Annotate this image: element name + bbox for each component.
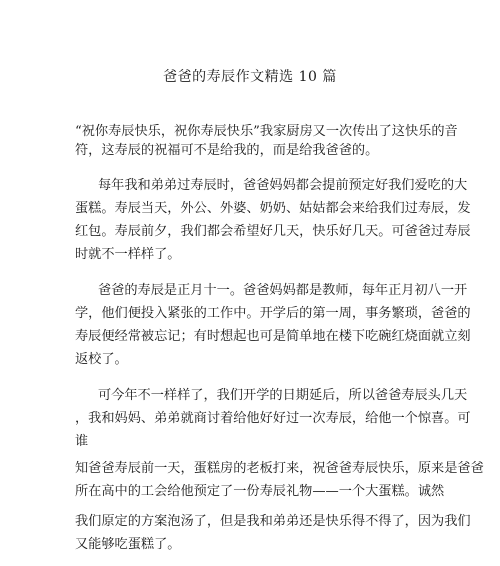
paragraph-1-line-1: “祝你寿辰快乐，祝你寿辰快乐”我家厨房又一次传出了这快乐的音 (75, 124, 458, 139)
paragraph-4-line-2: ，我和妈妈、弟弟就商讨着给他好好过一次寿辰，给他一个惊喜。可 (75, 411, 471, 426)
paragraph-3-line-2: 学，他们便投入紧张的工作中。开学后的第一周，事务繁琐，爸爸的 (75, 306, 471, 321)
paragraph-2-line-3: 红包。寿辰前夕，我们都会希望好几天，快乐好几天。可爸爸过寿辰 (75, 224, 471, 239)
paragraph-2-line-2: 蛋糕。寿辰当天，外公、外婆、奶奶、姑姑都会来给我们过寿辰，发 (75, 201, 471, 216)
paragraph-1-line-2: 符，这寿辰的祝福可不是给我的，而是给我爸爸的。 (75, 143, 379, 158)
paragraph-3-line-3: 寿辰便经常被忘记；有时想起也可是简单地在楼下吃碗红烧面就立刻 (75, 329, 471, 344)
paragraph-4-line-1: 可今年不一样样了，我们开学的日期延后，所以爸爸寿辰头几天 (98, 388, 468, 403)
paragraph-5-line-2: 所在高中的工会给他预定了一份寿辰礼物——一个大蛋糕。诚然 (75, 484, 445, 499)
paragraph-2-line-4: 时就不一样样了。 (75, 247, 181, 262)
paragraph-5-line-1: 知爸爸寿辰前一天，蛋糕房的老板打来，祝爸爸寿辰快乐，原来是爸爸 (75, 461, 484, 476)
document-title: 爸爸的寿辰作文精选 10 篇 (163, 69, 337, 85)
paragraph-3-line-4: 返校了。 (75, 352, 128, 367)
paragraph-3-line-1: 爸爸的寿辰是正月十一。爸爸妈妈都是教师，每年正月初八一开 (98, 283, 468, 298)
paragraph-2-line-1: 每年我和弟弟过寿辰时，爸爸妈妈都会提前预定好我们爱吃的大 (98, 178, 468, 193)
paragraph-4-line-3: 谁 (75, 434, 89, 449)
paragraph-6-line-1: 我们原定的方案泡汤了，但是我和弟弟还是快乐得不得了，因为我们 (75, 514, 471, 529)
paragraph-6-line-2: 又能够吃蛋糕了。 (75, 537, 181, 552)
